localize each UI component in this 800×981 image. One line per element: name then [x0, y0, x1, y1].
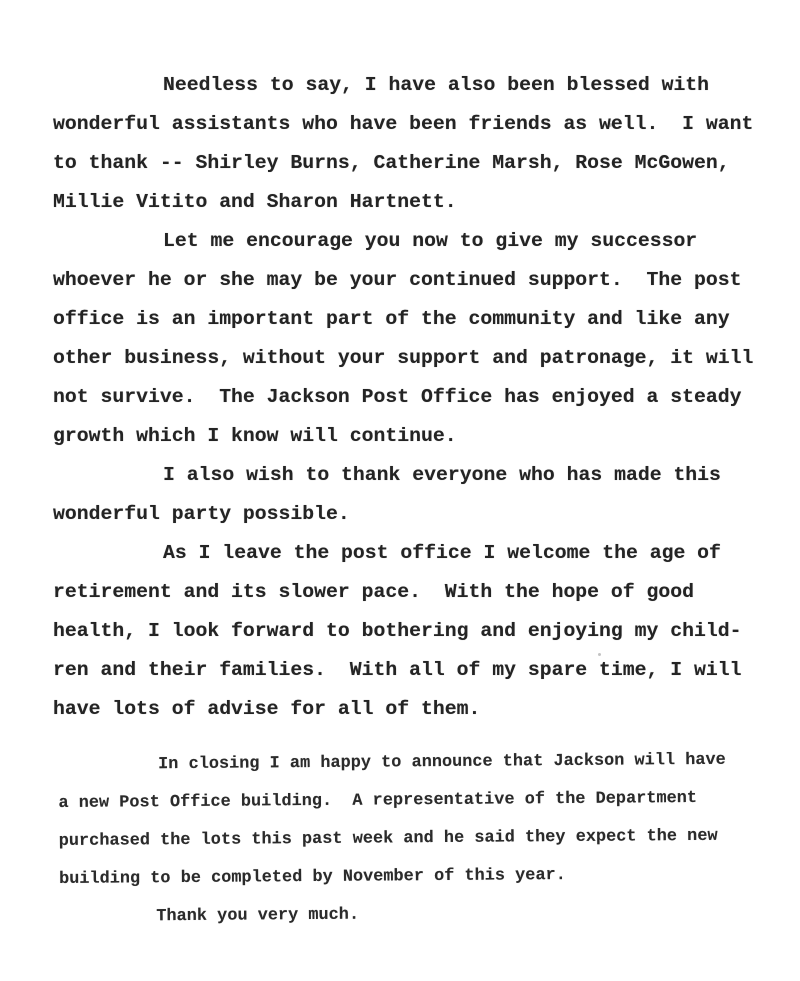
text-line: building to be completed by November of this year. [58, 866, 566, 889]
text-line: a new Post Office building. A representative of the Department [58, 788, 698, 813]
text-line: Needless to say, I have also been blessed with [163, 74, 710, 96]
text-line: purchased the lots this past week and he said they expect the new [58, 826, 718, 851]
scan-artifact-dot [608, 123, 612, 127]
scan-artifact-dot [598, 653, 601, 656]
text-line: wonderful assistants who have been friends as well. I want [53, 113, 754, 135]
paragraph-assistants [53, 66, 765, 222]
text-line: retirement and its slower pace. With the hope of good [53, 581, 695, 603]
text-line: not survive. The Jackson Post Office has enjoyed a steady [53, 386, 742, 408]
paragraph-successor [53, 222, 765, 456]
text-line: to thank -- Shirley Burns, Catherine Marsh, Rose McGowen, [53, 152, 730, 174]
text-line: office is an important part of the community and like any [53, 308, 730, 330]
paragraph-retirement [53, 534, 765, 729]
text-line: whoever he or she may be your continued support. The post [53, 269, 742, 291]
text-line: Let me encourage you now to give my successor [163, 230, 698, 252]
text-line: other business, without your support and patronage, it will [53, 347, 754, 369]
letter-body [53, 66, 765, 729]
text-line: ren and their families. With all of my spare time, I will [53, 659, 742, 681]
closing-paragraph [58, 742, 749, 937]
text-line: Millie Vitito and Sharon Hartnett. [53, 191, 457, 213]
paragraph-party-thanks [53, 456, 765, 534]
text-line: As I leave the post office I welcome the age of [163, 542, 721, 564]
text-line: I also wish to thank everyone who has made this [163, 464, 721, 486]
text-line: wonderful party possible. [53, 503, 350, 525]
text-line: have lots of advise for all of them. [53, 698, 481, 720]
text-line: health, I look forward to bothering and enjoying my child- [53, 620, 742, 642]
text-line: growth which I know will continue. [53, 425, 457, 447]
thank-you-line: Thank you very much. [156, 905, 360, 927]
text-line: In closing I am happy to announce that Jackson will have [158, 750, 726, 775]
